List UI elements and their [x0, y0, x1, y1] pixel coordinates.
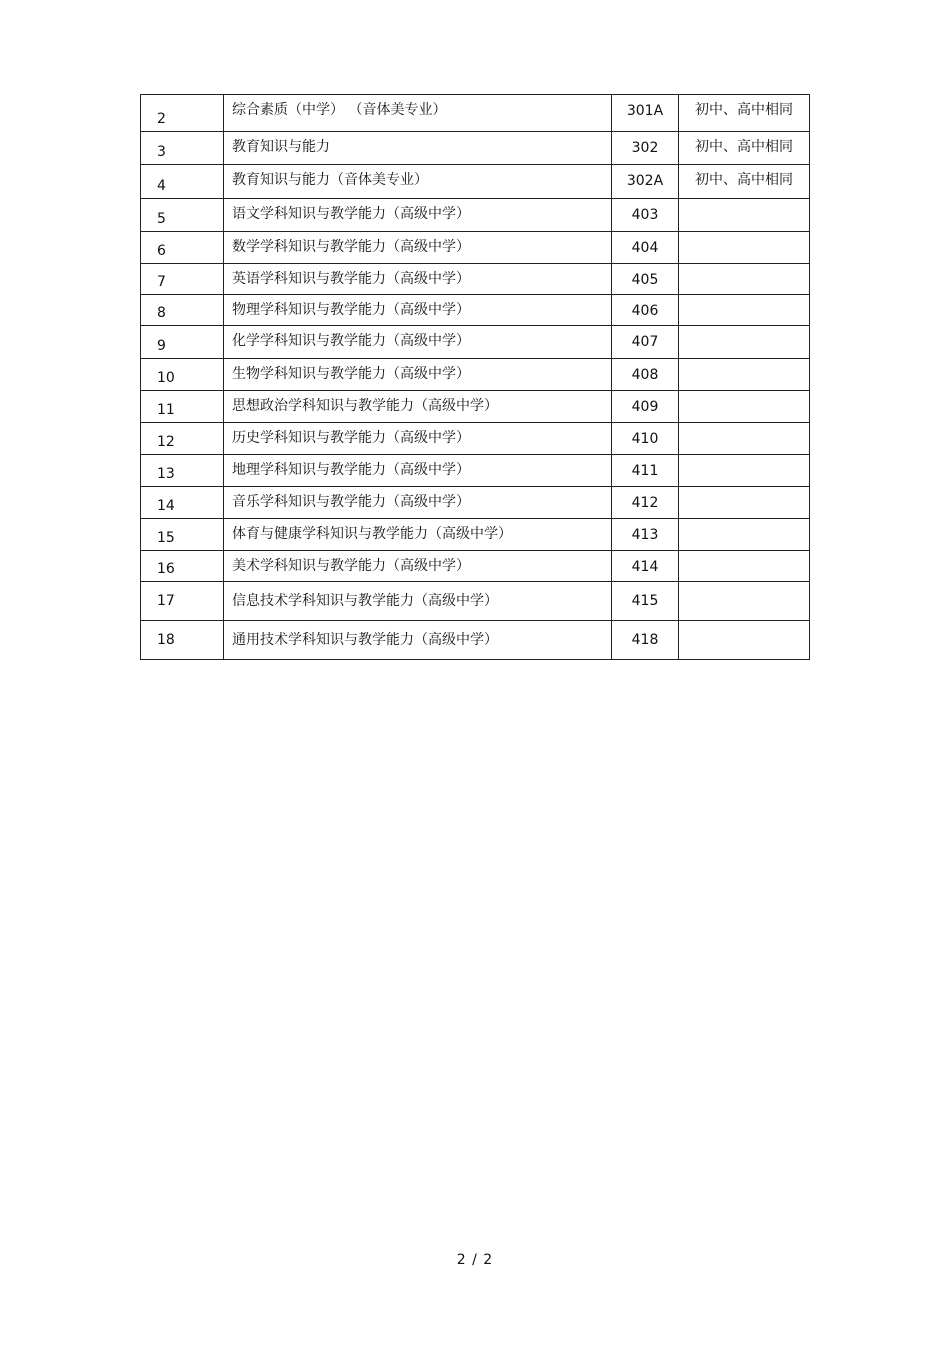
row-number: 15	[157, 530, 175, 546]
table-row	[141, 487, 810, 519]
note-cell	[679, 199, 810, 232]
row-number: 11	[157, 402, 175, 418]
subject-code: 408	[631, 367, 659, 383]
subject-code-cell	[612, 487, 679, 519]
row-number: 3	[157, 144, 166, 160]
subject-name-cell	[224, 95, 612, 132]
subject-code: 407	[631, 334, 659, 350]
subject-code-cell	[612, 199, 679, 232]
row-number: 10	[157, 370, 175, 386]
exam-subject-table	[140, 94, 810, 660]
note-text	[679, 326, 809, 333]
row-number: 7	[157, 274, 166, 290]
subject-code-cell	[612, 391, 679, 423]
table-row	[141, 95, 810, 132]
subject-code: 405	[631, 272, 659, 288]
row-number-cell	[141, 391, 224, 423]
table-row	[141, 423, 810, 455]
row-number: 16	[157, 561, 175, 577]
row-number: 13	[157, 466, 175, 482]
row-number-cell	[141, 326, 224, 359]
note-cell	[679, 487, 810, 519]
note-cell	[679, 582, 810, 621]
subject-code-cell	[612, 582, 679, 621]
subject-code: 415	[631, 593, 659, 609]
subject-name-cell	[224, 264, 612, 295]
subject-code-cell	[612, 519, 679, 551]
subject-code: 411	[631, 463, 659, 479]
subject-name-cell	[224, 295, 612, 326]
note-text	[679, 487, 809, 494]
note-text	[679, 519, 809, 526]
note-text: 初中、高中相同	[695, 139, 793, 155]
subject-name-cell	[224, 551, 612, 582]
row-number-cell	[141, 95, 224, 132]
subject-name: 教育知识与能力（音体美专业）	[232, 172, 428, 188]
subject-name: 生物学科知识与教学能力（高级中学）	[232, 366, 470, 382]
note-cell	[679, 232, 810, 264]
row-number: 17	[157, 593, 175, 609]
subject-name-cell	[224, 582, 612, 621]
table-row	[141, 165, 810, 199]
subject-name: 信息技术学科知识与教学能力（高级中学）	[232, 593, 498, 609]
subject-name: 数学学科知识与教学能力（高级中学）	[232, 239, 470, 255]
subject-name-cell	[224, 423, 612, 455]
subject-name: 化学学科知识与教学能力（高级中学）	[232, 333, 470, 349]
table-row	[141, 359, 810, 391]
row-number: 9	[157, 338, 166, 354]
note-text	[679, 295, 809, 302]
note-text	[679, 199, 809, 206]
subject-code: 412	[631, 495, 659, 511]
note-cell	[679, 359, 810, 391]
row-number-cell	[141, 455, 224, 487]
subject-code-cell	[612, 95, 679, 132]
subject-code-cell	[612, 423, 679, 455]
subject-code: 409	[631, 399, 659, 415]
row-number: 14	[157, 498, 175, 514]
subject-code-cell	[612, 359, 679, 391]
note-cell	[679, 132, 810, 165]
subject-name-cell	[224, 165, 612, 199]
subject-code: 301A	[626, 103, 664, 119]
subject-code: 410	[631, 431, 659, 447]
subject-name-cell	[224, 621, 612, 660]
subject-name: 美术学科知识与教学能力（高级中学）	[232, 558, 470, 574]
subject-name-cell	[224, 487, 612, 519]
row-number: 18	[157, 632, 175, 648]
subject-name: 教育知识与能力	[232, 139, 330, 155]
row-number: 2	[157, 111, 166, 127]
note-cell	[679, 391, 810, 423]
note-text	[679, 455, 809, 462]
row-number-cell	[141, 232, 224, 264]
note-cell	[679, 264, 810, 295]
subject-name-cell	[224, 391, 612, 423]
subject-name-cell	[224, 199, 612, 232]
table-row	[141, 295, 810, 326]
note-cell	[679, 95, 810, 132]
note-text	[679, 264, 809, 271]
table-row	[141, 621, 810, 660]
row-number: 12	[157, 434, 175, 450]
row-number-cell	[141, 582, 224, 621]
subject-name: 通用技术学科知识与教学能力（高级中学）	[232, 632, 498, 648]
subject-name: 体育与健康学科知识与教学能力（高级中学）	[232, 526, 512, 542]
note-cell	[679, 551, 810, 582]
subject-code-cell	[612, 551, 679, 582]
subject-code-cell	[612, 295, 679, 326]
note-cell	[679, 295, 810, 326]
subject-name-cell	[224, 519, 612, 551]
subject-code-cell	[612, 232, 679, 264]
note-cell	[679, 621, 810, 660]
row-number-cell	[141, 621, 224, 660]
note-text: 初中、高中相同	[695, 172, 793, 188]
table-row	[141, 199, 810, 232]
table-row	[141, 582, 810, 621]
row-number-cell	[141, 487, 224, 519]
note-text: 初中、高中相同	[695, 102, 793, 118]
subject-code-cell	[612, 165, 679, 199]
page-number: 2 / 2	[456, 1252, 494, 1268]
row-number: 6	[157, 243, 166, 259]
row-number-cell	[141, 359, 224, 391]
subject-name: 地理学科知识与教学能力（高级中学）	[232, 462, 470, 478]
row-number-cell	[141, 519, 224, 551]
table-body	[141, 95, 810, 660]
row-number: 4	[157, 178, 166, 194]
subject-code: 403	[631, 207, 659, 223]
row-number: 8	[157, 305, 166, 321]
row-number: 5	[157, 211, 166, 227]
subject-name: 音乐学科知识与教学能力（高级中学）	[232, 494, 470, 510]
note-cell	[679, 165, 810, 199]
table-row	[141, 519, 810, 551]
note-text	[679, 551, 809, 558]
row-number-cell	[141, 199, 224, 232]
table-row	[141, 132, 810, 165]
subject-name: 英语学科知识与教学能力（高级中学）	[232, 271, 470, 287]
note-cell	[679, 326, 810, 359]
subject-name-cell	[224, 132, 612, 165]
subject-code: 302A	[626, 173, 664, 189]
subject-code-cell	[612, 455, 679, 487]
subject-code: 413	[631, 527, 659, 543]
subject-code: 414	[631, 559, 659, 575]
subject-name-cell	[224, 232, 612, 264]
row-number-cell	[141, 264, 224, 295]
note-text	[679, 423, 809, 430]
subject-name-cell	[224, 455, 612, 487]
subject-code: 406	[631, 303, 659, 319]
subject-name: 历史学科知识与教学能力（高级中学）	[232, 430, 470, 446]
subject-code: 418	[631, 632, 659, 648]
table-row	[141, 455, 810, 487]
row-number-cell	[141, 295, 224, 326]
subject-code: 302	[631, 140, 659, 156]
note-cell	[679, 519, 810, 551]
subject-name: 物理学科知识与教学能力（高级中学）	[232, 302, 470, 318]
subject-name: 思想政治学科知识与教学能力（高级中学）	[232, 398, 498, 414]
note-text	[679, 359, 809, 366]
table-row	[141, 551, 810, 582]
row-number-cell	[141, 551, 224, 582]
row-number-cell	[141, 423, 224, 455]
note-cell	[679, 455, 810, 487]
table-row	[141, 232, 810, 264]
subject-name: 综合素质（中学） （音体美专业）	[232, 102, 447, 118]
subject-name-cell	[224, 359, 612, 391]
subject-name-cell	[224, 326, 612, 359]
table-row	[141, 326, 810, 359]
row-number-cell	[141, 165, 224, 199]
subject-code-cell	[612, 264, 679, 295]
subject-code-cell	[612, 621, 679, 660]
subject-code: 404	[631, 240, 659, 256]
table-row	[141, 264, 810, 295]
row-number-cell	[141, 132, 224, 165]
note-text	[679, 232, 809, 239]
note-cell	[679, 423, 810, 455]
subject-code-cell	[612, 326, 679, 359]
subject-code-cell	[612, 132, 679, 165]
subject-name: 语文学科知识与教学能力（高级中学）	[232, 206, 470, 222]
table-row	[141, 391, 810, 423]
note-text	[679, 391, 809, 398]
